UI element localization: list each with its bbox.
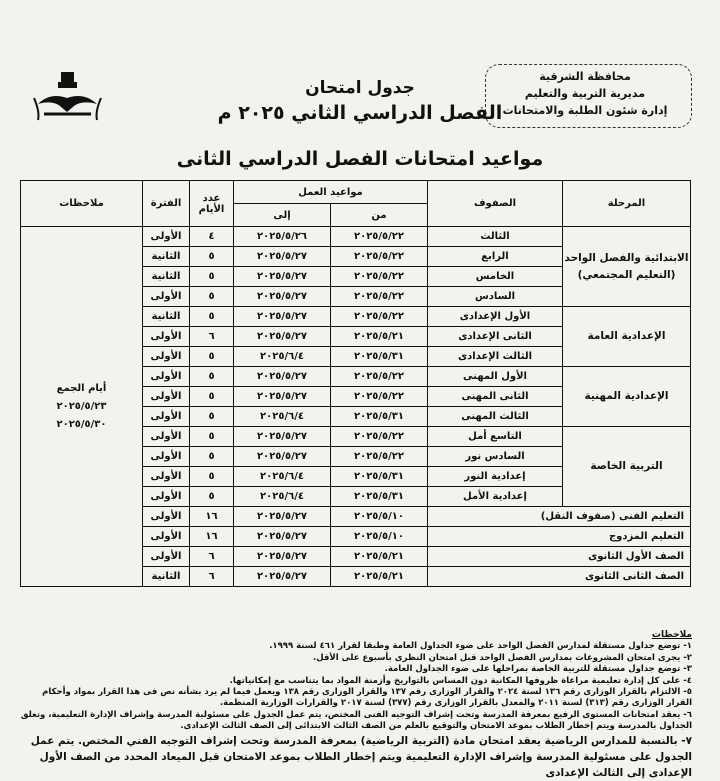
notes-section <box>20 630 692 781</box>
days-cell: ٥ <box>190 387 234 407</box>
to-cell: ٢٠٢٥/٥/٢٧ <box>234 287 331 307</box>
from-cell: ٢٠٢٥/٥/٢٢ <box>331 227 428 247</box>
shift-cell: الأولى <box>143 547 190 567</box>
to-cell: ٢٠٢٥/٥/٢٧ <box>234 427 331 447</box>
grade-cell: إعدادية النور <box>428 467 563 487</box>
shift-cell: الأولى <box>143 407 190 427</box>
shift-cell: الأولى <box>143 347 190 367</box>
from-cell: ٢٠٢٥/٥/٢٢ <box>331 267 428 287</box>
from-cell: ٢٠٢٥/٥/٢٢ <box>331 287 428 307</box>
shift-cell: الثانية <box>143 567 190 587</box>
days-cell: ٦ <box>190 547 234 567</box>
grade-cell: السادس <box>428 287 563 307</box>
shift-cell: الأولى <box>143 387 190 407</box>
shift-cell: الأولى <box>143 427 190 447</box>
days-cell: ٥ <box>190 407 234 427</box>
friday-date-2: ٢٠٢٥/٥/٣٠ <box>56 418 107 430</box>
header-stage: المرحلة <box>563 181 691 227</box>
gov-line-2: مديرية التربية والتعليم <box>524 87 646 100</box>
stage-cell: الإعدادية المهنية <box>563 367 691 427</box>
to-cell: ٢٠٢٥/٥/٢٧ <box>234 327 331 347</box>
from-cell: ٢٠٢٥/٥/٢١ <box>331 567 428 587</box>
header-notes: ملاحظات <box>21 181 143 227</box>
header-to: إلى <box>234 204 331 227</box>
header-days: عدد الأيام <box>190 181 234 227</box>
header-shift: الفترة <box>143 181 190 227</box>
schedule-table-wrapper <box>20 180 690 587</box>
grade-cell: الثانى المهنى <box>428 387 563 407</box>
days-cell: ٥ <box>190 347 234 367</box>
grade-cell: السادس نور <box>428 447 563 467</box>
to-cell: ٢٠٢٥/٥/٢٧ <box>234 507 331 527</box>
days-cell: ٥ <box>190 487 234 507</box>
to-cell: ٢٠٢٥/٥/٢٧ <box>234 547 331 567</box>
shift-cell: الأولى <box>143 367 190 387</box>
days-cell: ٥ <box>190 447 234 467</box>
days-cell: ٤ <box>190 227 234 247</box>
friday-date-1: ٢٠٢٥/٥/٢٣ <box>56 400 107 412</box>
to-cell: ٢٠٢٥/٥/٢٧ <box>234 307 331 327</box>
from-cell: ٢٠٢٥/٥/١٠ <box>331 507 428 527</box>
wide-grade-cell: الصف الأول الثانوى <box>428 547 691 567</box>
from-cell: ٢٠٢٥/٥/٢٢ <box>331 367 428 387</box>
shift-cell: الأولى <box>143 327 190 347</box>
grade-cell: الرابع <box>428 247 563 267</box>
stage-cell: الابتدائية والفصل الواحد (التعليم المجتمعي) <box>563 227 691 307</box>
days-cell: ١٦ <box>190 507 234 527</box>
days-cell: ١٦ <box>190 527 234 547</box>
note-item: ٢- يجرى امتحان المشروعات بمدارس الفصل الواحد قبل امتحان النظرى بأسبوع على الأقل. <box>313 652 692 663</box>
note-item: ٤- على كل إدارة تعليمية مراعاة ظروفها المكانية دون المساس بالتواريخ وأزمنة المواد بما يتناسب مع إمكانياتها. <box>229 675 692 686</box>
header-grade: الصفوف <box>428 181 563 227</box>
from-cell: ٢٠٢٥/٥/٢٢ <box>331 247 428 267</box>
from-cell: ٢٠٢٥/٥/١٠ <box>331 527 428 547</box>
note-item: ١- توضع جداول مستقلة لمدارس الفصل الواحد على ضوء الجداول العامة وطبقا لقرار ٤٦١ لسنة ١٩٩٩. <box>269 641 692 652</box>
grade-cell: إعدادية الأمل <box>428 487 563 507</box>
note-item: ٥- الالتزام بالقرار الوزارى رقم ١٣٦ لسنة ٢٠٢٤ والقرار الوزارى رقم ١٣٧ والقرار الوزارى رقم ١٣٨ ويعمل فيما لم يرد بشأنه نص فى هذا القرار بمواد وأحكام القرار الوزارى رقم (٣١٣) لسنة ٢٠١١ والمعدل بالقرار الوزارى رقم (٣٧٧) لسنة ٢٠١٧ والقرارات الوزارية المنظمة. <box>42 687 692 709</box>
shift-cell: الثانية <box>143 247 190 267</box>
to-cell: ٢٠٢٥/٥/٢٧ <box>234 247 331 267</box>
days-cell: ٥ <box>190 267 234 287</box>
from-cell: ٢٠٢٥/٥/٣١ <box>331 347 428 367</box>
notes-heading: ملاحظات <box>651 630 692 640</box>
days-cell: ٥ <box>190 427 234 447</box>
days-cell: ٥ <box>190 467 234 487</box>
header-schedule: مواعيد العمل <box>234 181 428 204</box>
to-cell: ٢٠٢٥/٥/٢٧ <box>234 267 331 287</box>
header-from: من <box>331 204 428 227</box>
to-cell: ٢٠٢٥/٥/٢٧ <box>234 367 331 387</box>
days-cell: ٥ <box>190 307 234 327</box>
days-cell: ٥ <box>190 247 234 267</box>
grade-cell: الثالث الإعدادى <box>428 347 563 367</box>
grade-cell: الأول المهنى <box>428 367 563 387</box>
shift-cell: الثانية <box>143 267 190 287</box>
to-cell: ٢٠٢٥/٥/٢٦ <box>234 227 331 247</box>
gov-line-1: محافظة الشرقية <box>539 70 631 83</box>
shift-cell: الأولى <box>143 527 190 547</box>
to-cell: ٢٠٢٥/٥/٢٧ <box>234 527 331 547</box>
from-cell: ٢٠٢٥/٥/٣١ <box>331 487 428 507</box>
gov-line-3: إدارة شئون الطلبة والامتحانات <box>502 104 668 117</box>
to-cell: ٢٠٢٥/٦/٤ <box>234 467 331 487</box>
grade-cell: الخامس <box>428 267 563 287</box>
wide-grade-cell: الصف الثانى الثانوى <box>428 567 691 587</box>
to-cell: ٢٠٢٥/٥/٢٧ <box>234 567 331 587</box>
from-cell: ٢٠٢٥/٥/٣١ <box>331 467 428 487</box>
note-item: ٧- بالنسبة للمدارس الرياضية يعقد امتحان مادة (التربية الرياضية) بمعرفة المدرسة وتحت إشراف التوجيه الفني المختص. يتم عمل الجدول على مسئولية المدرسة وإشراف الإدارة التعليمية ويتم إخطار الطلاب بموعد الامتحان قبل الميعاد المحدد من الصف الأول الإعدادى إلى الثالث الإعدادى <box>30 734 692 779</box>
shift-cell: الأولى <box>143 287 190 307</box>
from-cell: ٢٠٢٥/٥/٢٢ <box>331 427 428 447</box>
grade-cell: الثالث <box>428 227 563 247</box>
doc-subtitle: الفصل الدراسي الثاني ٢٠٢٥ م <box>217 102 503 124</box>
to-cell: ٢٠٢٥/٥/٢٧ <box>234 447 331 467</box>
shift-cell: الأولى <box>143 487 190 507</box>
shift-cell: الأولى <box>143 467 190 487</box>
note-item: ٦- يعقد امتحانات المستوى الرفيع بمعرفة المدرسة وتحت إشراف التوجيه الفنى المختص، يتم عمل الجدول على مسئولية المدرسة وإشراف الإدارة التعليمية، وتعلق الجداول بالمدرسة ويتم إخطار الطلاب بموعد الامتحان والتوقيع بالعلم من الصف الثالث الابتدائى إلى الصف الثالث الإعدادى. <box>20 709 692 732</box>
grade-cell: الأول الإعدادى <box>428 307 563 327</box>
wide-grade-cell: التعليم الفنى (صفوف النقل) <box>428 507 691 527</box>
shift-cell: الأولى <box>143 227 190 247</box>
note-item: ٣- توضع جداول مستقلة للتربية الخاصة بمراحلها على ضوء الجداول العامة. <box>384 664 692 675</box>
from-cell: ٢٠٢٥/٥/٢٢ <box>331 447 428 467</box>
from-cell: ٢٠٢٥/٥/٣١ <box>331 407 428 427</box>
from-cell: ٢٠٢٥/٥/٢١ <box>331 547 428 567</box>
to-cell: ٢٠٢٥/٥/٢٧ <box>234 387 331 407</box>
from-cell: ٢٠٢٥/٥/٢٢ <box>331 387 428 407</box>
table-row <box>21 227 691 247</box>
wide-grade-cell: التعليم المزدوج <box>428 527 691 547</box>
stage-cell: الإعدادية العامة <box>563 307 691 367</box>
from-cell: ٢٠٢٥/٥/٢٢ <box>331 307 428 327</box>
schedule-table <box>20 180 691 587</box>
fridays-note-cell <box>21 227 143 587</box>
shift-cell: الأولى <box>143 507 190 527</box>
grade-cell: الثانى الإعدادى <box>428 327 563 347</box>
days-cell: ٦ <box>190 327 234 347</box>
shift-cell: الأولى <box>143 447 190 467</box>
shift-cell: الثانية <box>143 307 190 327</box>
to-cell: ٢٠٢٥/٦/٤ <box>234 407 331 427</box>
days-cell: ٥ <box>190 287 234 307</box>
grade-cell: الثالث المهنى <box>428 407 563 427</box>
grade-cell: التاسع أمل <box>428 427 563 447</box>
days-cell: ٥ <box>190 367 234 387</box>
to-cell: ٢٠٢٥/٦/٤ <box>234 347 331 367</box>
doc-title: جدول امتحان <box>305 78 415 98</box>
stage-cell: التربية الخاصة <box>563 427 691 507</box>
days-cell: ٦ <box>190 567 234 587</box>
fridays-label: أيام الجمع <box>56 382 107 394</box>
to-cell: ٢٠٢٥/٦/٤ <box>234 487 331 507</box>
from-cell: ٢٠٢٥/٥/٢١ <box>331 327 428 347</box>
section-title: مواعيد امتحانات الفصل الدراسي الثانى <box>176 148 544 170</box>
